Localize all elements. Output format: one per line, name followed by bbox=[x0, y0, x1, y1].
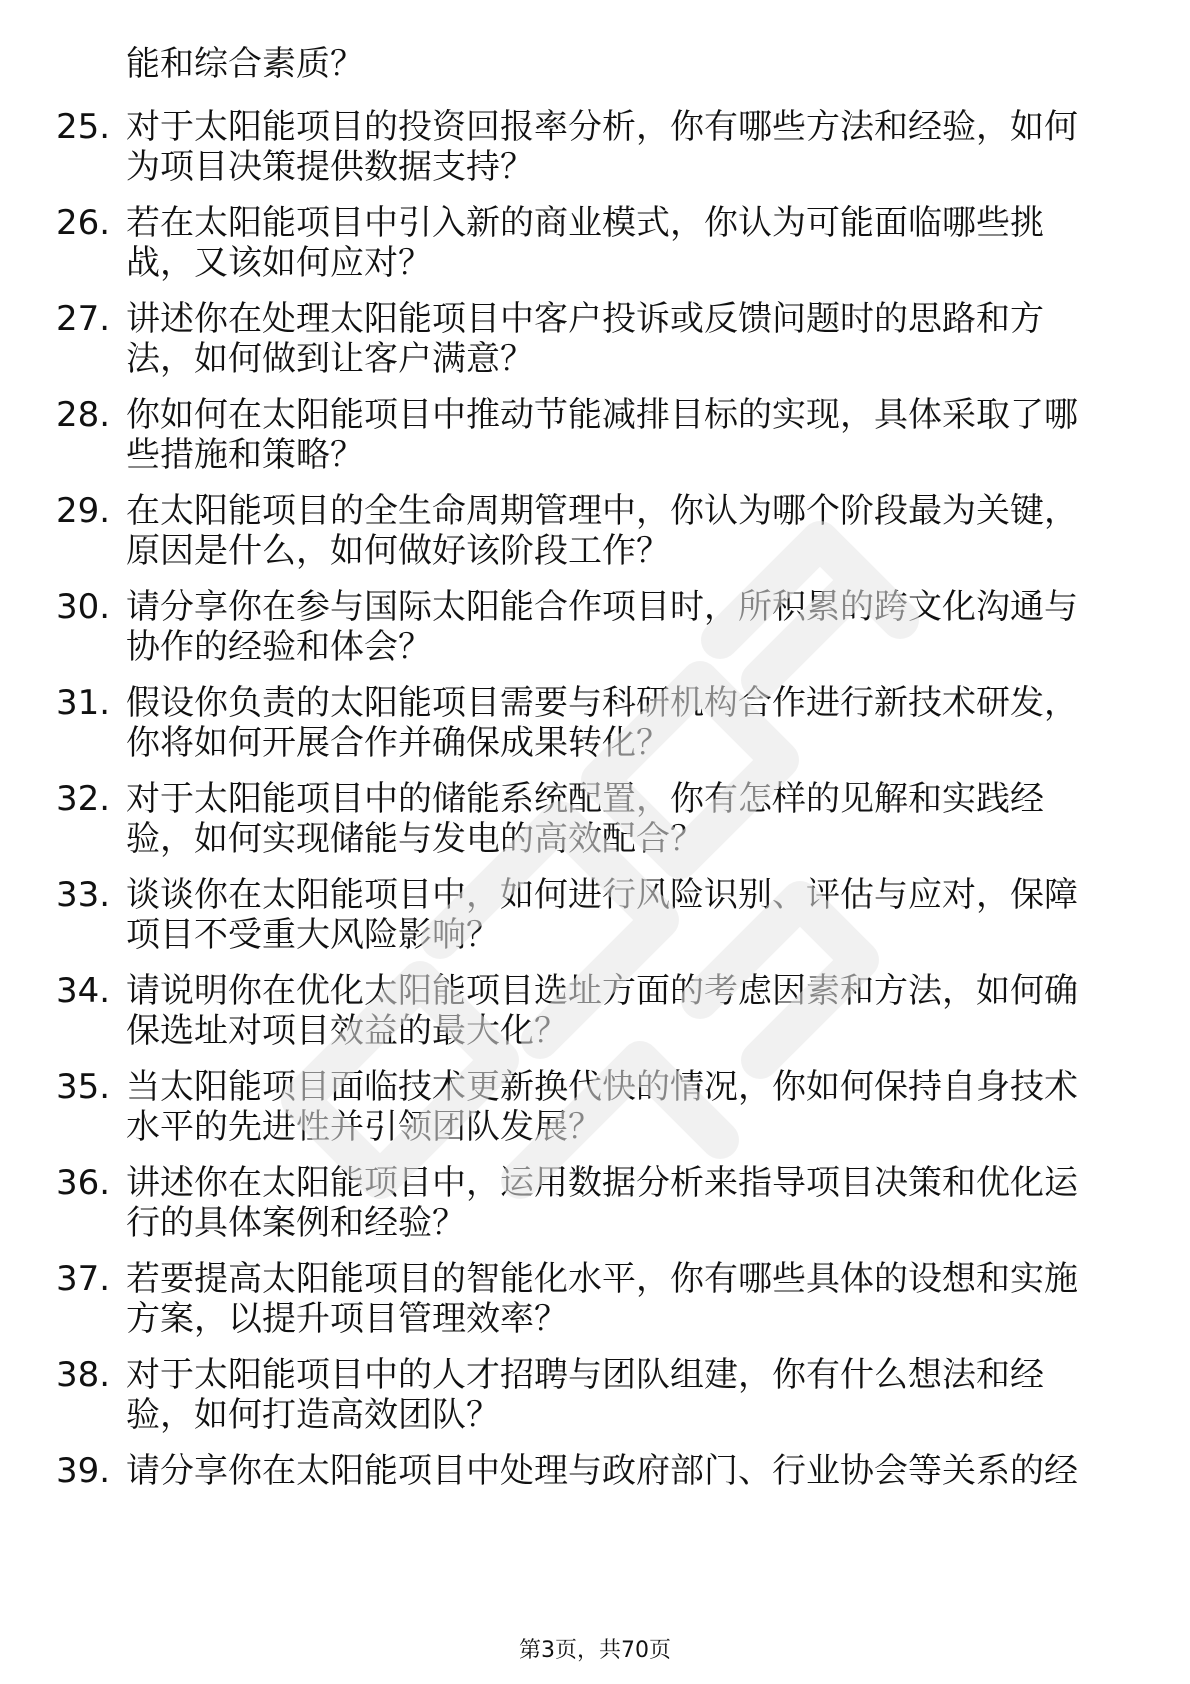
question-text-line: 当太阳能项目面临技术更新换代快的情况，你如何保持自身技术 bbox=[126, 1067, 1078, 1107]
question-text-line: 你如何在太阳能项目中推动节能减排目标的实现，具体采取了哪 bbox=[126, 395, 1078, 435]
question-number: 28. bbox=[56, 395, 111, 435]
question-text-line: 协作的经验和体会？ bbox=[126, 627, 432, 667]
question-text-line: 若在太阳能项目中引入新的商业模式，你认为可能面临哪些挑 bbox=[126, 203, 1044, 243]
question-text-line: 对于太阳能项目中的储能系统配置，你有怎样的见解和实践经 bbox=[126, 779, 1044, 819]
question-text-line: 在太阳能项目的全生命周期管理中，你认为哪个阶段最为关键， bbox=[126, 491, 1078, 531]
question-text-line: 项目不受重大风险影响？ bbox=[126, 915, 500, 955]
question-number: 37. bbox=[56, 1259, 111, 1299]
question-number: 35. bbox=[56, 1067, 111, 1107]
question-text-line: 假设你负责的太阳能项目需要与科研机构合作进行新技术研发， bbox=[126, 683, 1078, 723]
question-number: 27. bbox=[56, 299, 111, 339]
question-number: 29. bbox=[56, 491, 111, 531]
question-number: 25. bbox=[56, 107, 111, 147]
question-text-line: 对于太阳能项目的投资回报率分析，你有哪些方法和经验，如何 bbox=[126, 107, 1078, 147]
question-text-line: 对于太阳能项目中的人才招聘与团队组建，你有什么想法和经 bbox=[126, 1355, 1044, 1395]
question-text-line: 验，如何实现储能与发电的高效配合？ bbox=[126, 819, 704, 859]
question-text-line: 原因是什么，如何做好该阶段工作？ bbox=[126, 531, 670, 571]
question-number: 33. bbox=[56, 875, 111, 915]
question-text-line: 讲述你在太阳能项目中，运用数据分析来指导项目决策和优化运 bbox=[126, 1163, 1078, 1203]
question-text-line: 你将如何开展合作并确保成果转化？ bbox=[126, 723, 670, 763]
question-number: 38. bbox=[56, 1355, 111, 1395]
question-text-line: 保选址对项目效益的最大化？ bbox=[126, 1011, 568, 1051]
question-text-line: 些措施和策略？ bbox=[126, 435, 364, 475]
question-text-line: 战，又该如何应对？ bbox=[126, 243, 432, 283]
question-number: 26. bbox=[56, 203, 111, 243]
page-footer: 第3页，共70页 bbox=[519, 1638, 671, 1663]
question-text-line: 讲述你在处理太阳能项目中客户投诉或反馈问题时的思路和方 bbox=[126, 299, 1044, 339]
question-text-line: 为项目决策提供数据支持？ bbox=[126, 147, 534, 187]
question-number: 34. bbox=[56, 971, 111, 1011]
question-number: 30. bbox=[56, 587, 111, 627]
question-text-line: 验，如何打造高效团队？ bbox=[126, 1395, 500, 1435]
question-number: 31. bbox=[56, 683, 111, 723]
question-text-line: 方案，以提升项目管理效率？ bbox=[126, 1299, 568, 1339]
question-text-line: 行的具体案例和经验？ bbox=[126, 1203, 466, 1243]
question-text-line: 水平的先进性并引领团队发展？ bbox=[126, 1107, 602, 1147]
question-text-line: 谈谈你在太阳能项目中，如何进行风险识别、评估与应对，保障 bbox=[126, 875, 1078, 915]
question-text-line: 法，如何做到让客户满意？ bbox=[126, 339, 534, 379]
continuation-line: 能和综合素质？ bbox=[126, 44, 364, 84]
question-text-line: 请说明你在优化太阳能项目选址方面的考虑因素和方法，如何确 bbox=[126, 971, 1078, 1011]
question-text-line: 请分享你在参与国际太阳能合作项目时，所积累的跨文化沟通与 bbox=[126, 587, 1078, 627]
question-text-line: 请分享你在太阳能项目中处理与政府部门、行业协会等关系的经 bbox=[126, 1451, 1078, 1491]
question-text-line: 若要提高太阳能项目的智能化水平，你有哪些具体的设想和实施 bbox=[126, 1259, 1078, 1299]
question-number: 39. bbox=[56, 1451, 111, 1491]
question-number: 32. bbox=[56, 779, 111, 819]
question-number: 36. bbox=[56, 1163, 111, 1203]
